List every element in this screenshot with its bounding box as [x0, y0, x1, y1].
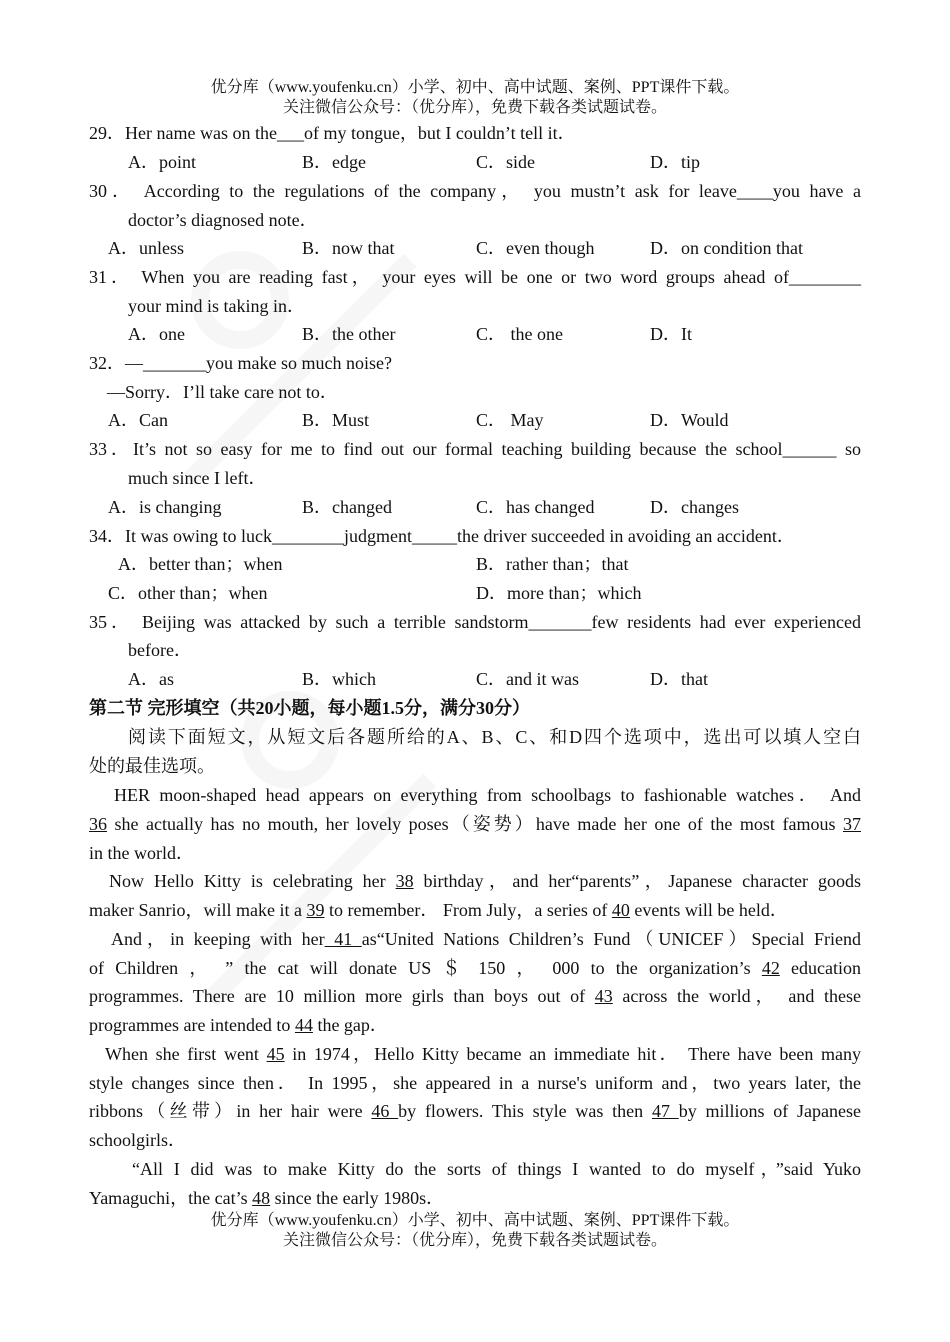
question-31-stem: 31． When you are reading fast， your eyes will be one or two word groups ahead of________ [89, 267, 861, 287]
passage-p3-line3: programmes. There are 10 million more girls than boys out of 43 across the world， and these [89, 986, 861, 1006]
q33-option-a: A．is changing [108, 497, 222, 517]
blank-36: 36 [89, 814, 107, 834]
section-2-instruction: 阅读下面短文，从短文后各题所给的A、B、C、和D四个选项中，选出可以填人空白 [128, 727, 861, 747]
q30-option-b: B．now that [302, 238, 395, 258]
passage-p3-line1: And，in keeping with her 41 as“United Nations Children’s Fund（UNICEF）Special Friend [111, 929, 861, 949]
blank-41: 41 [324, 929, 362, 949]
q32-option-a: A．Can [108, 410, 168, 430]
footer-line-1: 优分库（www.youfenku.cn）小学、初中、高中试题、案例、PPT课件下载。 [210, 1212, 740, 1229]
passage-p2-line2: maker Sanrio，will make it a 39 to remember． From July，a series of 40 events will be held． [89, 900, 788, 920]
passage-p3-line4: programmes are intended to 44 the gap． [89, 1015, 388, 1035]
passage-p4-line4: schoolgirls． [89, 1130, 186, 1150]
question-31-stem-cont: your mind is taking in． [128, 296, 305, 316]
q32-option-b: B．Must [302, 410, 370, 430]
question-29-stem: 29．Her name was on the___of my tongue，but I couldn’t tell it． [89, 123, 576, 143]
blank-45: 45 [266, 1044, 285, 1064]
section-2-instruction-cont: 处的最佳选项。 [89, 756, 215, 776]
passage-p5-line2: Yamaguchi，the cat’s 48 since the early 1980s． [89, 1188, 445, 1208]
q30-option-d: D．on condition that [650, 238, 803, 258]
question-33-stem: 33．It’s not so easy for me to find out our formal teaching building because the school______ so [89, 439, 861, 459]
blank-44: 44 [294, 1015, 313, 1035]
q33-option-c: C．has changed [476, 497, 595, 517]
q34-option-b: B．rather than；that [476, 554, 629, 574]
q29-option-b: B．edge [302, 152, 366, 172]
q30-option-c: C．even though [476, 238, 595, 258]
q35-option-b: B．which [302, 669, 376, 689]
passage-p1-line2: 36 she actually has no mouth, her lovely poses（姿势）have made her one of the most famous 37 [89, 814, 861, 834]
q29-option-a: A．point [128, 152, 197, 172]
blank-42: 42 [761, 958, 780, 978]
question-32-reply: —Sorry．I’ll take care not to． [107, 382, 338, 402]
passage-p4-line2: style changes since then． In 1995，she appeared in a nurse's uniform and，two years later, the [89, 1073, 861, 1093]
q32-option-d: D．Would [650, 410, 729, 430]
q34-option-c: C．other than；when [108, 583, 268, 603]
passage-p1-line3: in the world． [89, 843, 194, 863]
footer-line-2: 关注微信公众号：（优分库），免费下载各类试题试卷。 [282, 1232, 667, 1249]
q31-option-a: A．one [128, 324, 185, 344]
blank-37: 37 [843, 814, 861, 834]
q31-option-c: C． the one [476, 324, 563, 344]
blank-48: 48 [252, 1188, 271, 1208]
blank-47: 47 [651, 1101, 679, 1121]
question-35-stem-cont: before． [128, 640, 192, 660]
q30-option-a: A．unless [108, 238, 184, 258]
blank-43: 43 [594, 986, 613, 1006]
q29-option-c: C．side [476, 152, 536, 172]
passage-p4-line1: When she first went 45 in 1974，Hello Kitty became an immediate hit． There have been many [105, 1044, 861, 1064]
question-33-stem-cont: much since I left． [128, 468, 267, 488]
q29-option-d: D．tip [650, 152, 701, 172]
question-34-stem: 34．It was owing to luck________judgment_____the driver succeeded in avoiding an accident． [89, 526, 795, 546]
section-2-title: 第二节 完形填空（共20小题，每小题1.5分，满分30分） [89, 698, 530, 718]
question-35-stem: 35． Beijing was attacked by such a terrible sandstorm_______few residents had ever experienced [89, 612, 861, 632]
q34-option-d: D．more than；which [476, 583, 642, 603]
q34-option-a: A．better than；when [118, 554, 283, 574]
passage-p4-line3: ribbons（丝带）in her hair were 46 by flowers. This style was then 47 by millions of Japanese [89, 1101, 862, 1121]
blank-38: 38 [395, 871, 414, 891]
header-line-2: 关注微信公众号：（优分库），免费下载各类试题试卷。 [282, 99, 667, 116]
q33-option-b: B．changed [302, 497, 392, 517]
q31-option-b: B．the other [302, 324, 396, 344]
blank-40: 40 [611, 900, 630, 920]
q35-option-a: A．as [128, 669, 174, 689]
blank-39: 39 [306, 900, 325, 920]
passage-p2-line1: Now Hello Kitty is celebrating her 38 birthday，and her“parents”，Japanese character goods [109, 871, 861, 891]
page-footer [0, 1211, 950, 1251]
passage-p5-line1: “All I did was to make Kitty do the sorts of things I wanted to do myself，”said Yuko [132, 1159, 861, 1179]
question-30-stem-cont: doctor’s diagnosed note． [128, 210, 318, 230]
q35-option-c: C．and it was [476, 669, 579, 689]
q33-option-d: D．changes [650, 497, 739, 517]
question-30-stem: 30． According to the regulations of the company， you mustn’t ask for leave____you have a [89, 181, 861, 201]
blank-46: 46 [371, 1101, 399, 1121]
passage-p3-line2: of Children ， ” the cat will donate US ＄ 150 ， 000 to the organization’s 42 education [89, 958, 861, 978]
q31-option-d: D．It [650, 324, 692, 344]
q32-option-c: C． May [476, 410, 544, 430]
question-32-stem: 32．—_______you make so much noise? [89, 353, 392, 373]
q35-option-d: D．that [650, 669, 708, 689]
page-header [0, 78, 950, 118]
header-line-1: 优分库（www.youfenku.cn）小学、初中、高中试题、案例、PPT课件下载。 [210, 79, 740, 96]
passage-p1-line1: HER moon-shaped head appears on everything from schoolbags to fashionable watches． And [114, 785, 861, 805]
